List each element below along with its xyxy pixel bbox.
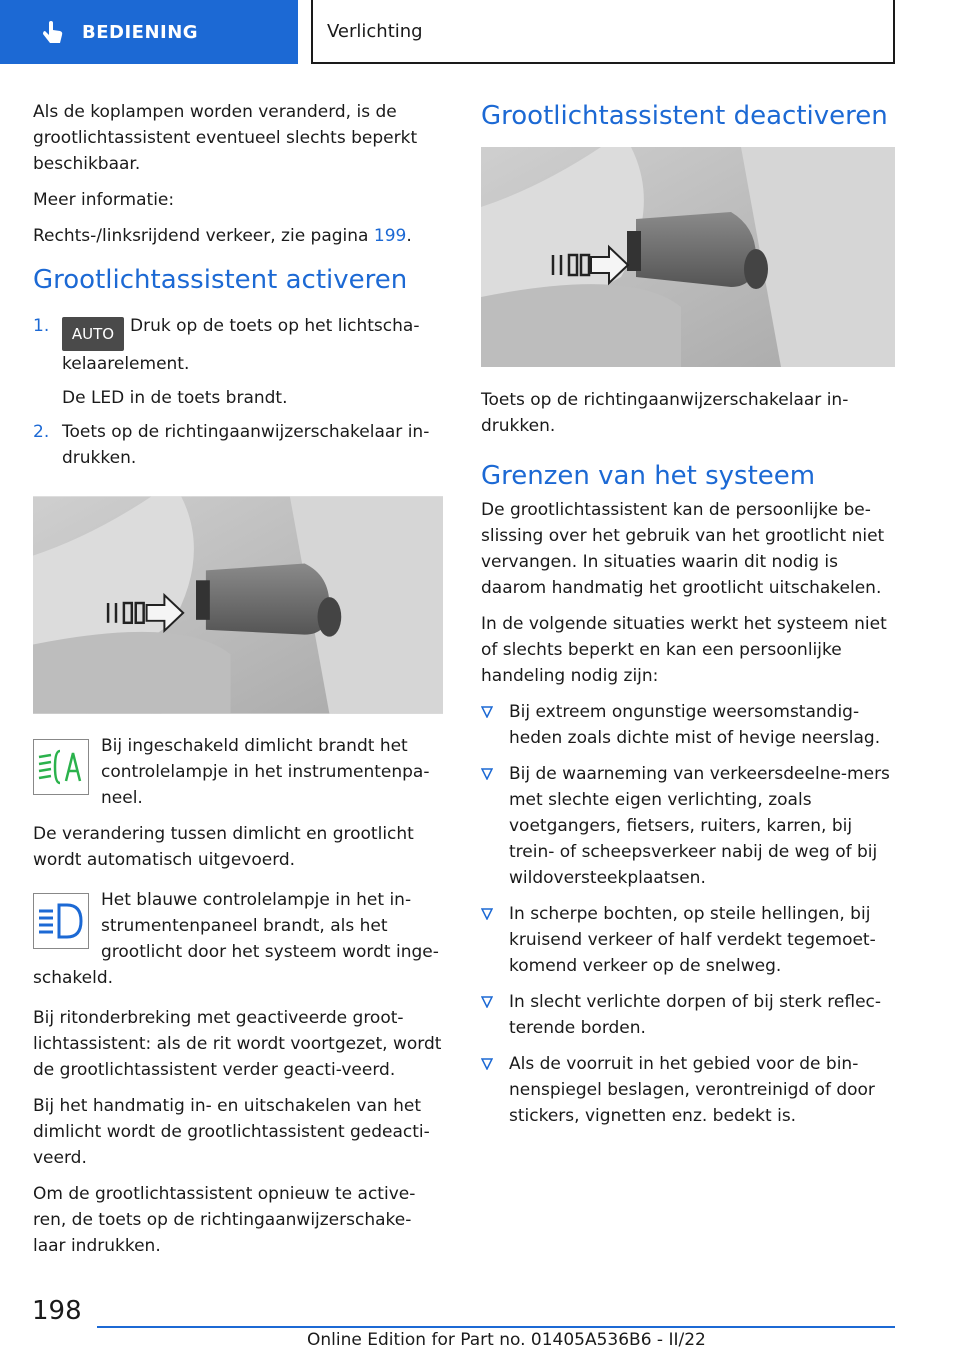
section-heading-deactivate: Grootlichtassistent deactiveren (481, 101, 888, 131)
triangle-bullet-icon (481, 996, 493, 1008)
step-text: Toets op de richtingaanwijzerschakelaar in-drukken. (62, 422, 430, 468)
triangle-bullet-icon (481, 908, 493, 920)
list-item-text: Bij extreem ongunstige weersomstandig-heden zoals dichte mist of hevige neerslag. (509, 702, 881, 748)
change-paragraph: De verandering tussen dimlicht en grootlicht wordt automatisch uitgevoerd. (33, 824, 414, 870)
section-heading-activate: Grootlichtassistent activeren (33, 265, 408, 295)
turn-signal-switch-photo (481, 147, 895, 367)
indicator-block-high (33, 887, 443, 991)
edition-footer: Online Edition for Part no. 01405A536B6 - II/22 (307, 1330, 706, 1350)
step-number: 2. (33, 422, 50, 442)
indicator-high-text: Het blauwe controlelampje in het in-strumentenpaneel brandt, als het grootlicht door het systeem wordt inge-schakeld. (33, 890, 439, 988)
list-item (481, 901, 895, 979)
list-item (481, 761, 895, 891)
list-item (481, 1051, 895, 1129)
indicator-dim-text: Bij ingeschakeld dimlicht brandt het controlelampje in het instrumentenpa-neel. (101, 736, 430, 808)
footer-divider (97, 1326, 895, 1328)
limits-paragraph: In de volgende situaties werkt het systeem niet of slechts beperkt en kan een persoonlijke handeling nodig zijn: (481, 614, 887, 686)
high-beam-blue-indicator-icon (33, 893, 89, 949)
turn-signal-switch-photo (33, 495, 443, 715)
section-heading-limits: Grenzen van het systeem (481, 461, 816, 491)
list-item-text: Bij de waarneming van verkeersdeelne-mers met slechte eigen verlichting, zoals voetgangers, fietsers, ruiters, karren, bij trein- of scheepsverkeer nabij de weg of bij wildoversteekplaatsen. (509, 764, 890, 888)
right-column (481, 99, 895, 1139)
page-number: 198 (32, 1296, 82, 1326)
limits-paragraph: De grootlichtassistent kan de persoonlijke be-slissing over het gebruik van het grootlicht niet vervangen. In situaties waarin dit nodig is daarom handmatig het grootlicht uitschakelen. (481, 500, 885, 598)
ref-suffix: . (406, 226, 412, 246)
trailing-paragraph: Bij het handmatig in- en uitschakelen van het dimlicht wordt de grootlichtassistent gedeacti-veerd. (33, 1096, 430, 1168)
trailing-paragraph: Bij ritonderbreking met geactiveerde groot-lichtassistent: als de rit wordt voortgezet, wordt de grootlichtassistent verder geacti-veerd. (33, 1008, 442, 1080)
ref-page-link[interactable]: 199 (373, 226, 407, 246)
list-item-text: Als de voorruit in het gebied voor de bin-nenspiegel beslagen, verontreinigd of door stickers, vignetten enz. bedekt is. (509, 1054, 875, 1126)
page-topic: Verlichting (327, 20, 423, 42)
topic-tab (311, 0, 895, 64)
auto-button-icon: AUTO (62, 317, 124, 351)
list-item-text: In slecht verlichte dorpen of bij sterk reflec-terende borden. (509, 992, 882, 1038)
ref-text: Rechts-/linksrijdend verkeer, zie pagina (33, 226, 374, 246)
triangle-bullet-icon (481, 1058, 493, 1070)
triangle-bullet-icon (481, 706, 493, 718)
trailing-paragraph: Om de grootlichtassistent opnieuw te active-ren, de toets op de richtingaanwijzerschake-laar indrukken. (33, 1184, 416, 1256)
step-item (33, 313, 443, 411)
steps-list (33, 313, 443, 471)
indicator-block-dim (33, 733, 443, 811)
list-item-text: In scherpe bochten, op steile hellingen, bij kruisend verkeer of half verdekt tegemoet-komend verkeer op de snelweg. (509, 904, 876, 976)
step-subtext: De LED in de toets brandt. (62, 388, 288, 408)
intro-paragraph: Als de koplampen worden veranderd, is de grootlichtassistent eventueel slechts beperkt beschikbaar. (33, 102, 418, 174)
step-text: Druk op de toets op het lichtscha-kelaarelement. (62, 316, 420, 374)
left-column (33, 99, 443, 1269)
limits-list (481, 699, 895, 1129)
deactivate-paragraph: Toets op de richtingaanwijzerschakelaar in-drukken. (481, 390, 849, 436)
step-number: 1. (33, 316, 50, 336)
section-label: BEDIENING (82, 21, 199, 43)
step-item (33, 419, 443, 471)
list-item (481, 989, 895, 1041)
cross-reference (33, 223, 443, 249)
triangle-bullet-icon (481, 768, 493, 780)
hand-pointer-icon (38, 17, 68, 47)
list-item (481, 699, 895, 751)
intro-paragraph: Meer informatie: (33, 190, 175, 210)
section-tab (0, 0, 298, 64)
low-beam-green-indicator-icon (33, 739, 89, 795)
